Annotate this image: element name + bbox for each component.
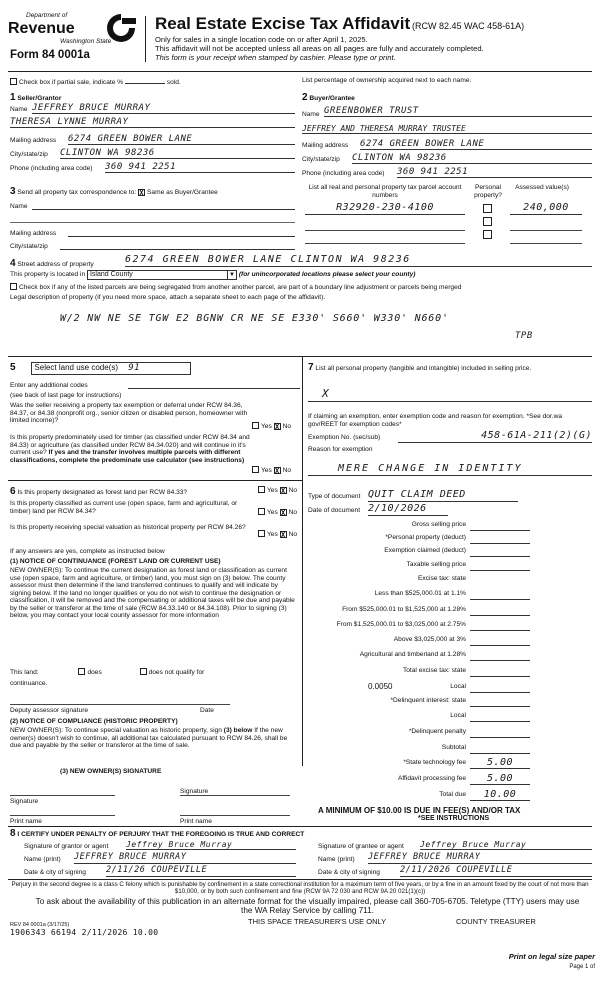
section5-q2-yesno: Yes X No xyxy=(252,466,291,475)
logo-word: Revenue xyxy=(8,20,75,37)
tier2-field[interactable] xyxy=(470,615,530,616)
q2-no-checkbox[interactable] xyxy=(274,467,281,474)
section3-name-row: Name xyxy=(10,203,295,211)
seller-city-row: City/state/zip CLINTON WA 98236 xyxy=(10,151,295,159)
does-checkbox[interactable] xyxy=(78,668,85,675)
buyer-name-row: Name GREENBOWER TRUST xyxy=(302,111,592,119)
document-type[interactable]: QUIT CLAIM DEED xyxy=(368,489,518,502)
see-instructions: *SEE INSTRUCTIONS xyxy=(418,815,490,822)
new-owner-print-2: Print name xyxy=(180,818,212,825)
section3-city-field[interactable] xyxy=(60,243,295,250)
buyer-name-2[interactable]: JEFFREY AND THERESA MURRAY TRUSTEE xyxy=(302,124,592,134)
section3-mailing-field[interactable] xyxy=(68,230,295,237)
s6q3-yes-checkbox[interactable] xyxy=(258,530,265,537)
tier2-row: From $525,000.01 to $1,525,000 at 1.28% xyxy=(310,606,592,617)
grantee-date-row: Date & city of signing 2/11/2026 COUPEVILLE xyxy=(318,869,593,877)
section6-q1: 6 Is this property designated as forest land per RCW 84.33? xyxy=(10,486,188,497)
section3-heading: 3 Send all property tax correspondence to: X Same as Buyer/Grantee xyxy=(10,186,218,198)
section3-city-row: City/state/zip xyxy=(10,243,295,251)
alt-format-note: To ask about the availability of this publication in an alternate format for the visually impaired, please call 360-705-6705. Teletype (TTY) users may use the WA Relay Service by calling 711. xyxy=(35,897,580,915)
title-text: Real Estate Excise Tax Affidavit xyxy=(155,14,411,33)
addl-codes-field[interactable] xyxy=(128,382,300,389)
section7-label: 7 List all personal property (tangible and intangible) included in selling price. xyxy=(308,362,532,373)
section6-q3: Is this property receiving special valuation as historical property per RCW 84.26? xyxy=(10,524,246,531)
land-use-value: 91 xyxy=(128,363,141,373)
personal-col-header: Personal property? xyxy=(474,184,502,199)
buyer-phone-row: Phone (including area code) 360 941 2251 xyxy=(302,170,592,178)
partial-sold-label: sold. xyxy=(166,79,181,86)
note-2: This affidavit will not be accepted unless all areas on all pages are fully and accurately completed. xyxy=(155,44,484,54)
note-1: Only for sales in a single location code on or after April 1, 2025. xyxy=(155,35,368,44)
section6-q1-yesno: Yes X No xyxy=(258,486,297,495)
notice2-body: NEW OWNER(S): To continue special valuation as historic property, sign (3) below If the new owner(s) doesn't wish to continue, all additional tax calculated pursuant to RCW 84.26, shall be due and payable by the seller or transferor at the time of sale. xyxy=(10,727,288,750)
s6q1-no-checkbox[interactable] xyxy=(280,487,287,494)
segregate-row: Check box if any of the listed parcels are being segregated from another another parcel, are part of a boundary line adjustment or parcels being merged xyxy=(10,283,461,292)
notice1-body: NEW OWNER(S): To continue the current designation as forest land or classification as current use (open space, farm and agriculture, or timber) land, you must sign on (3) below. The county assessor must then determine if the land transferred continues to qualify and will indicate by signing below. If the land no longer qualifies or you do not wish to continue the designation or classification, it will be removed and the compensating or additional taxes will be due and payable by the seller or transferor at the time of sale (RCW 84.33.140 or 84.34.108). Prior to signing (3) below, you may contact your local county assessor for more information xyxy=(10,567,295,620)
personal-checkbox-3[interactable] xyxy=(483,230,492,239)
page-indicator: Page 1 of xyxy=(569,964,595,970)
proc-fee-row: Affidavit processing fee 5.00 xyxy=(310,775,592,786)
tier4-field[interactable] xyxy=(470,645,530,646)
seller-mailing[interactable]: 6274 GREEN BOWER LANE xyxy=(68,134,295,145)
personal-checkbox-2[interactable] xyxy=(483,217,492,226)
land-use-select[interactable]: Select land use code(s) 91 xyxy=(31,362,191,375)
personal-deduct-field[interactable] xyxy=(470,543,530,544)
partial-sale-checkbox[interactable] xyxy=(10,78,17,85)
parcel-number-1[interactable]: R32920-230-4100 xyxy=(305,202,465,215)
doc-date-row: Date of document 2/10/2026 xyxy=(308,507,592,515)
exemption-reason[interactable]: MERE CHANGE IN IDENTITY xyxy=(308,463,592,476)
state-line: Washington State xyxy=(60,38,112,45)
local2-row: Local xyxy=(310,712,592,723)
tech-fee-row: *State technology fee 5.00 xyxy=(310,759,592,770)
dor-logo xyxy=(8,12,138,62)
exemption-label: If claiming an exemption, enter exemption code and reason for exemption. *See dor.wa gov/REET for exemption codes* xyxy=(308,413,563,428)
tier1-field[interactable] xyxy=(470,599,530,600)
deputy-signature-label: Deputy assessor signature xyxy=(10,707,89,714)
section5-heading: 5 Select land use code(s) 91 xyxy=(10,362,191,375)
buyer-name-1[interactable]: GREENBOWER TRUST xyxy=(324,106,592,117)
buyer-city[interactable]: CLINTON WA 98236 xyxy=(352,153,592,164)
parcel-col-header: List all real and personal property tax parcel account numbers xyxy=(308,184,462,199)
new-owner-print-1: Print name xyxy=(10,818,42,825)
exemption-no-row: Exemption No. (sec/sub) 458-61A-211(2)(G) xyxy=(308,430,592,441)
tier4-row: Above $3,025,000 at 3% xyxy=(310,636,592,647)
personal-checkbox-1[interactable] xyxy=(483,204,492,213)
section6-q2: Is this property classified as current use (open space, farm and agricultural, or timber) land per RCW 84.34? xyxy=(10,500,238,515)
section8-certify: 8 I CERTIFY UNDER PENALTY OF PERJURY THAT THE FOREGOING IS TRUE AND CORRECT xyxy=(10,828,305,839)
new-owner-signature-1: Signature xyxy=(10,798,39,805)
delinq-pen-row: *Delinquent penalty xyxy=(310,728,592,739)
tier3-row: From $1,525,000.01 to $3,025,000 at 2.75% xyxy=(310,621,592,632)
grantor-signature[interactable]: Jeffrey Bruce Murray xyxy=(126,840,296,850)
assessed-col-header: Assessed value(s) xyxy=(515,184,569,191)
tech-fee-value[interactable]: 5.00 xyxy=(486,756,514,768)
taxable-field[interactable] xyxy=(470,570,530,571)
does-not-checkbox[interactable] xyxy=(140,668,147,675)
subtotal-field[interactable] xyxy=(470,753,530,754)
segregate-checkbox[interactable] xyxy=(10,283,17,290)
buyer-mailing-row: Mailing address 6274 GREEN BOWER LANE xyxy=(302,142,592,150)
section3-mailing-row: Mailing address xyxy=(10,230,295,238)
county-row: This property is located in Island County ▼ (for unincorporated locations please select your county) xyxy=(10,271,416,278)
partial-sale-label: Check box if partial sale, indicate % xyxy=(19,79,124,86)
receipt-stamp: 1906343 66194 2/11/2026 10.00 xyxy=(10,928,159,937)
grantor-sig-row: Signature of grantor or agent Jeffrey Bruce Murray xyxy=(24,843,299,851)
legal-desc-label: Legal description of property (if you need more space, attach a separate sheet to each page of the affidavit). xyxy=(10,294,326,301)
grantor-date-row: Date & city of signing 2/11/26 COUPEVILLE xyxy=(24,869,299,877)
header-notes xyxy=(155,35,595,62)
rev-line: REV 84 0001a (3/17/25) xyxy=(10,922,70,928)
addl-codes-note: (see back of last page for instructions) xyxy=(10,392,122,399)
grantee-date-city[interactable]: 2/11/2026 COUPEVILLE xyxy=(400,866,592,877)
personal-checkbox-col xyxy=(483,204,494,239)
new-owner-signature-2: Signature xyxy=(180,788,209,795)
delinq-pen-field[interactable] xyxy=(470,737,530,738)
notice2-title: (2) NOTICE OF COMPLIANCE (HISTORIC PROPERTY) xyxy=(10,718,178,725)
tier3-field[interactable] xyxy=(470,630,530,631)
exemption-deduct-row: Exemption claimed (deduct) xyxy=(310,547,592,558)
deputy-date-label: Date xyxy=(200,707,214,714)
document-date[interactable]: 2/10/2026 xyxy=(368,503,448,516)
doc-type-row: Type of document QUIT CLAIM DEED xyxy=(308,493,592,501)
section5-q1: Was the seller receiving a property tax exemption or deferral under RCW 84.36, 84.37, or 84.38 (nonprofit org., senior citizen or disabled person, homeowner with limited income)? xyxy=(10,402,248,425)
s6q1-yes-checkbox[interactable] xyxy=(258,486,265,493)
proc-fee-value[interactable]: 5.00 xyxy=(486,772,514,784)
legal-desc-line-1[interactable]: W/2 NW NE SE TGW E2 BGNW CR NE SE E330' S660' W330' N660' xyxy=(60,313,449,324)
form-title xyxy=(155,14,524,34)
county-treasurer: COUNTY TREASURER xyxy=(456,917,536,926)
local2-field[interactable] xyxy=(470,721,530,722)
ownership-note: List percentage of ownership acquired next to each name. xyxy=(302,77,472,84)
s6q3-no-checkbox[interactable] xyxy=(280,531,287,538)
notice3-title: (3) NEW OWNER(S) SIGNATURE xyxy=(60,768,162,775)
section5-q2: Is this property predominately used for timber (as classified under RCW 84.34 and 84.33) or agriculture (as classified under RCW 84.34.020) and will continue in it's current use? If yes and the transfer involves multiple parcels with different classifications, complete the predominate use calculator (see instructions) xyxy=(10,434,250,464)
note-3: This form is your receipt when stamped by cashier. Please type or print. xyxy=(155,53,396,63)
tier1-row: Less than $525,000.01 at 1.1% xyxy=(310,590,592,601)
taxable-row: Taxable selling price xyxy=(310,561,592,572)
continuance-label: continuance. xyxy=(10,680,48,687)
local-row: 0.0050 Local xyxy=(310,683,592,694)
partial-sale-row xyxy=(10,77,181,87)
delinq-int-field[interactable] xyxy=(470,706,530,707)
seller-phone-row: Phone (including area code) 360 941 2251 xyxy=(10,165,295,173)
county-select[interactable]: Island County ▼ xyxy=(87,270,237,280)
seller-name-1[interactable]: JEFFREY BRUCE MURRAY xyxy=(32,103,295,114)
personal-deduct-row: *Personal property (deduct) xyxy=(310,534,592,545)
notice1-title: (1) NOTICE OF CONTINUANCE (FOREST LAND OR CURRENT USE) xyxy=(10,558,221,565)
addl-codes-row: Enter any additional codes xyxy=(10,382,300,390)
grantor-name-row: Name (print) JEFFREY BRUCE MURRAY xyxy=(24,856,299,864)
seller-name-row: Name JEFFREY BRUCE MURRAY xyxy=(10,106,295,114)
legal-size-note: Print on legal size paper xyxy=(508,952,595,961)
excise-state-row: Excise tax: state xyxy=(417,575,466,582)
minimum-due-note: A MINIMUM OF $10.00 IS DUE IN FEE(S) AND/OR TAX xyxy=(318,806,521,815)
section5-q1-yesno: Yes X No xyxy=(252,422,291,431)
total-state-field[interactable] xyxy=(470,676,530,677)
seller-mailing-row: Mailing address 6274 GREEN BOWER LANE xyxy=(10,137,295,145)
statute-text: (RCW 82.45 WAC 458-61A) xyxy=(411,21,525,31)
dept-line: Department of xyxy=(26,12,68,19)
perjury-note: Perjury in the second degree is a class C felony which is punishable by confinement in a state correctional institution for a maximum term of five years, or by a fine in an amount fixed by the court of not more than $10,000, or by both such confinement and fine (RCW 9A 72 030 and RCW 9A 20 021(1)(c)) xyxy=(11,881,589,896)
legal-desc-line-2[interactable]: TPB xyxy=(515,331,533,341)
grantor-date-city[interactable]: 2/11/26 COUPEVILLE xyxy=(106,866,296,877)
section4-street-row: 4 Street address of property 6274 GREEN BOWER LANE CLINTON WA 98236 xyxy=(10,258,592,270)
if-any-yes: If any answers are yes, complete as instructed below xyxy=(10,548,165,555)
local-field[interactable] xyxy=(470,692,530,693)
buyer-mailing[interactable]: 6274 GREEN BOWER LANE xyxy=(360,139,592,150)
total-state-row: Total excise tax: state xyxy=(310,667,592,678)
grantee-signature[interactable]: Jeffrey Bruce Murray xyxy=(420,840,592,850)
same-as-buyer-checkbox[interactable] xyxy=(138,189,145,196)
total-due-value[interactable]: 10.00 xyxy=(483,788,517,800)
q1-no-checkbox[interactable] xyxy=(274,423,281,430)
assessed-value-1[interactable]: 240,000 xyxy=(510,202,582,215)
buyer-phone[interactable]: 360 941 2251 xyxy=(397,167,592,178)
gross-field[interactable] xyxy=(470,530,530,531)
section6-q3-yesno: Yes X No xyxy=(258,530,297,539)
property-street[interactable]: 6274 GREEN BOWER LANE CLINTON WA 98236 xyxy=(125,254,592,267)
s6q2-yes-checkbox[interactable] xyxy=(258,508,265,515)
gross-row: Gross selling price xyxy=(310,521,592,532)
buyer-city-row: City/state/zip CLINTON WA 98236 xyxy=(302,156,592,164)
section3-name-field[interactable] xyxy=(32,203,295,210)
grantee-sig-row: Signature of grantee or agent Jeffrey Bruce Murray xyxy=(318,843,593,851)
q2-yes-checkbox[interactable] xyxy=(252,466,259,473)
exemption-number[interactable]: 458-61A-211(2)(G) xyxy=(398,430,592,443)
grantee-name-row: Name (print) JEFFREY BRUCE MURRAY xyxy=(318,856,593,864)
ag-field[interactable] xyxy=(470,660,530,661)
seller-phone[interactable]: 360 941 2251 xyxy=(105,162,295,173)
treasurer-use-only: THIS SPACE TREASURER'S USE ONLY xyxy=(248,917,387,926)
delinq-int-row: *Delinquent interest: state xyxy=(310,697,592,708)
seller-city[interactable]: CLINTON WA 98236 xyxy=(60,148,295,159)
ag-row: Agricultural and timberland at 1.28% xyxy=(310,651,592,662)
reason-label: Reason for exemption xyxy=(308,446,373,453)
seller-name-2[interactable]: THERESA LYNNE MURRAY xyxy=(10,117,295,128)
s6q2-no-checkbox[interactable] xyxy=(280,509,287,516)
buyer-heading: 2 Buyer/Grantee xyxy=(302,92,355,103)
q1-yes-checkbox[interactable] xyxy=(252,422,259,429)
this-land-row: This land: does does not qualify for xyxy=(10,669,205,676)
partial-pct-field[interactable] xyxy=(125,77,165,84)
exemption-deduct-field[interactable] xyxy=(470,556,530,557)
personal-property-field[interactable]: X xyxy=(308,388,592,402)
form-number: Form 84 0001a xyxy=(10,49,90,61)
grantor-name-print[interactable]: JEFFREY BRUCE MURRAY xyxy=(74,853,296,864)
subtotal-row: Subtotal xyxy=(310,744,592,755)
local-rate: 0.0050 xyxy=(368,682,393,691)
seller-heading: 1 Seller/Grantor xyxy=(10,92,62,103)
chevron-down-icon: ▼ xyxy=(227,271,236,279)
grantee-name-print[interactable]: JEFFREY BRUCE MURRAY xyxy=(368,853,592,864)
section6-q2-yesno: Yes X No xyxy=(258,508,297,517)
total-due-row: Total due 10.00 xyxy=(310,791,592,802)
